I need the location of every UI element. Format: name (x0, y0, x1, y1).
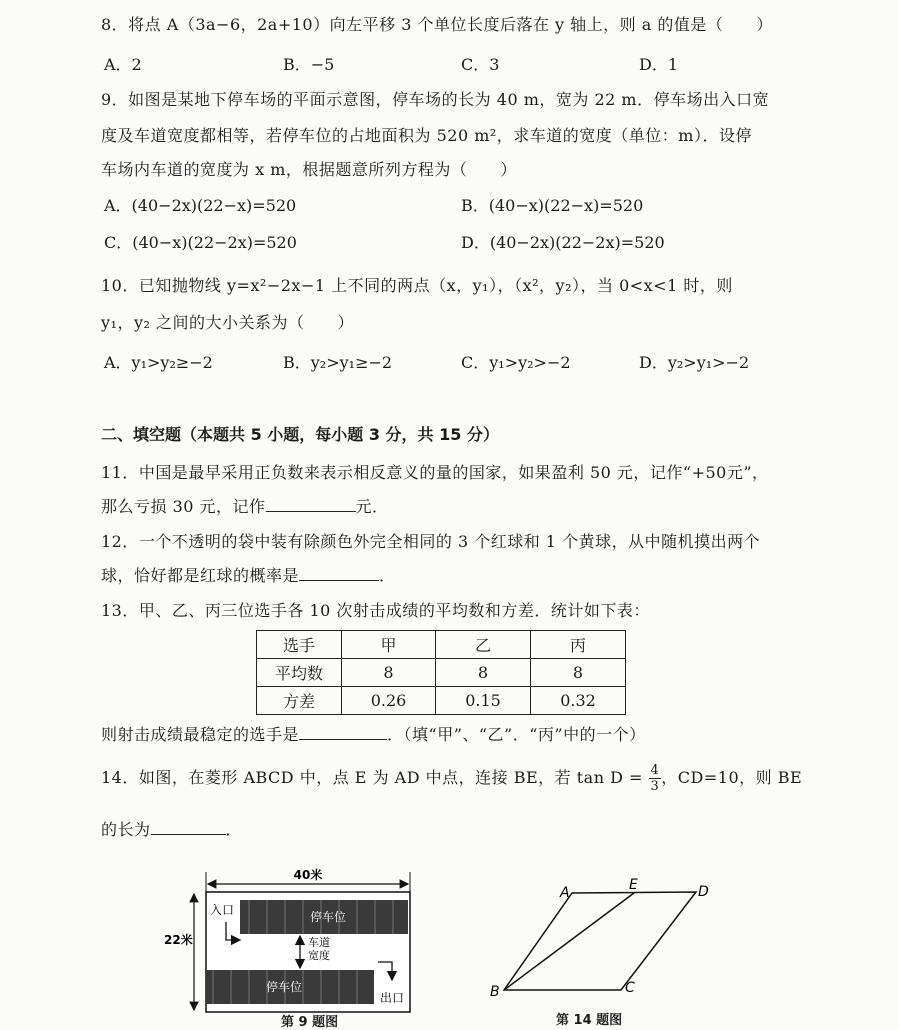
rhombus-figure (480, 872, 720, 1002)
vertex-a: A (560, 885, 570, 901)
q9-line1: 9．如图是某地下停车场的平面示意图，停车场的长为 40 m，宽为 22 m．停车场出入口宽 (101, 90, 770, 109)
table-cell: 8 (342, 659, 436, 687)
q13-after-post: ．（填“甲”、“乙”．“丙”中的一个） (387, 725, 646, 744)
q13-after (101, 722, 646, 745)
q10-option-d: D．y₂>y₁>−2 (639, 353, 750, 372)
q9-option-b: B．(40−x)(22−x)=520 (461, 196, 644, 215)
q13-line1: 13．甲、乙、丙三位选手各 10 次射击成绩的平均数和方差．统计如下表： (101, 601, 650, 620)
table-cell: 8 (531, 659, 626, 687)
q10-line2: y₁，y₂ 之间的大小关系为（ ） (101, 313, 354, 332)
q14-line2 (101, 817, 242, 840)
q13-answer-blank[interactable] (299, 725, 387, 740)
table-header-cell: 甲 (342, 631, 436, 659)
lane-label-2: 宽度 (308, 949, 330, 962)
table-cell: 0.26 (342, 687, 436, 715)
q9-line3: 车场内车道的宽度为 x m，根据题意所列方程为（ ） (101, 160, 517, 179)
figure-9-caption: 第 9 题图 (281, 1015, 339, 1030)
q10-option-a: A．y₁>y₂≥−2 (104, 353, 213, 372)
q12-line2-post: ． (379, 566, 396, 585)
section-title: 二、填空题（本题共 5 小题，每小题 3 分，共 15 分） (101, 425, 499, 444)
q9-option-d: D．(40−2x)(22−2x)=520 (461, 233, 665, 252)
q8-stem: 8．将点 A（3a−6，2a+10）向左平移 3 个单位长度后落在 y 轴上，则 a 的值是（ ） (101, 15, 773, 34)
q9-option-a: A．(40−2x)(22−x)=520 (104, 196, 297, 215)
q11-line2-post: 元． (355, 497, 389, 516)
table-header-cell: 乙 (436, 631, 531, 659)
q11-line2 (101, 494, 389, 517)
q10-option-b: B．y₂>y₁≥−2 (283, 353, 393, 372)
vertex-d: D (698, 884, 709, 900)
length-label: 40米 (293, 868, 323, 882)
table-cell: 方差 (257, 687, 342, 715)
q8-option-a: A．2 (104, 55, 142, 74)
table-cell: 0.15 (436, 687, 531, 715)
table-row (257, 659, 626, 687)
q10-line1: 10．已知抛物线 y=x²−2x−1 上不同的两点（x，y₁），（x²，y₂），当 0<x<1 时，则 (101, 276, 733, 295)
exit-label: 出口 (380, 991, 405, 1005)
entrance-label: 入口 (210, 903, 235, 917)
q11-line1: 11．中国是最早采用正负数来表示相反意义的量的国家，如果盈利 50 元，记作“+50元”， (101, 463, 769, 482)
q8-option-c: C．3 (461, 55, 500, 74)
q12-answer-blank[interactable] (299, 566, 379, 581)
bottom-parking-label: 停车位 (265, 980, 303, 994)
q13-table (256, 630, 626, 715)
fraction-denominator: 3 (650, 779, 660, 794)
vertex-c: C (625, 980, 635, 996)
table-cell: 平均数 (257, 659, 342, 687)
q8-option-b: B．−5 (283, 55, 335, 74)
q11-answer-blank[interactable] (266, 497, 356, 512)
q12-line2-pre: 球，恰好都是红球的概率是 (101, 566, 300, 585)
table-cell: 0.32 (531, 687, 626, 715)
vertex-b: B (490, 984, 500, 1000)
table-header-cell: 丙 (531, 631, 626, 659)
q14-line1 (101, 763, 802, 794)
segment-be (504, 893, 634, 990)
q9-line2: 度及车道宽度都相等，若停车位的占地面积为 520 m²，求车道的宽度（单位：m）．设停 (101, 126, 752, 145)
q14-line1-pre: 14．如图，在菱形 ABCD 中，点 E 为 AD 中点，连接 BE，若 tan D = (101, 768, 643, 787)
q12-line2 (101, 563, 396, 586)
q9-option-c: C．(40−x)(22−2x)=520 (104, 233, 297, 252)
parking-lot-figure (160, 862, 430, 1022)
table-row (257, 687, 626, 715)
q13-after-pre: 则射击成绩最稳定的选手是 (101, 725, 300, 744)
tan-fraction (649, 763, 662, 794)
q14-answer-blank[interactable] (151, 820, 226, 835)
figure-14-caption: 第 14 题图 (556, 1013, 623, 1028)
point-e: E (629, 877, 638, 893)
q12-line1: 12．一个不透明的袋中装有除颜色外完全相同的 3 个红球和 1 个黄球，从中随机摸出两个 (101, 532, 761, 551)
fraction-numerator: 4 (650, 763, 660, 778)
width-label: 22米 (164, 933, 193, 947)
top-parking-label: 停车位 (309, 910, 347, 924)
rhombus-abcd (504, 892, 696, 990)
q8-option-d: D．1 (639, 55, 679, 74)
q10-option-c: C．y₁>y₂>−2 (461, 353, 571, 372)
q14-line2-pre: 的长为 (101, 820, 151, 839)
q14-line2-post: ． (225, 820, 243, 839)
table-header-row (257, 631, 626, 659)
q14-line1-post: ，CD=10，则 BE (661, 768, 803, 787)
table-cell: 8 (436, 659, 531, 687)
q11-line2-pre: 那么亏损 30 元，记作 (101, 497, 266, 516)
table-header-cell: 选手 (257, 631, 342, 659)
lane-label-1: 车道 (308, 936, 330, 949)
